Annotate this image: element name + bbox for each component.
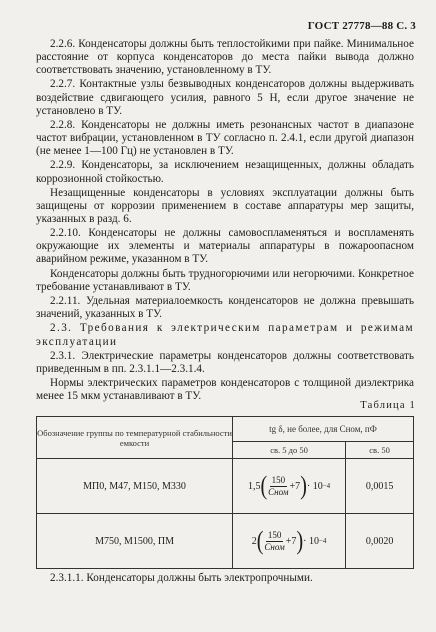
paragraph-2-2-10: 2.2.10. Конденсаторы не должны самовоспламеняться и воспламенять окружающие их элементы и материалы аппаратуры в пожароопасном аварийном режиме, указанном в ТУ. <box>36 227 414 266</box>
paragraph-2-2-9: 2.2.9. Конденсаторы, за исключением незащищенных, должны обладать коррозионной стойкостью. <box>36 159 414 185</box>
group-cell: М750, М1500, ПМ <box>37 514 233 569</box>
header-group-designation: Обозначение группы по температурной стабильности емкости <box>37 417 233 459</box>
paragraph-2-2-11: 2.2.11. Удельная материалоемкость конденсаторов не должна превышать значений, указанных в ТУ. <box>36 295 414 321</box>
formula-exponent: −4 <box>322 482 331 490</box>
page-header: ГОСТ 27778—88 С. 3 <box>307 20 416 32</box>
open-paren: ( <box>260 471 268 501</box>
formula-coef: 1,5 <box>248 480 261 492</box>
paragraph-2-3-1-1 <box>36 572 414 585</box>
table-label: Таблица 1 <box>360 400 416 411</box>
header-tg-delta-text: tg δ, не более, для Cном, пФ <box>269 424 377 434</box>
table-row <box>37 459 414 514</box>
paragraph-2-3-1-1-text: 2.3.1.1. Конденсаторы должны быть электропрочными. <box>50 572 313 584</box>
paragraph-unprotected: Незащищенные конденсаторы в условиях эксплуатации должны быть защищены от коррозии применением в составе аппаратуры мер защиты, указанных в разд. 6. <box>36 186 414 225</box>
table-row <box>37 514 414 569</box>
value-cell: 0,0015 <box>346 459 414 514</box>
value-cell: 0,0020 <box>346 514 414 569</box>
section-title-2-3: 2.3. Требования к электрическим параметрам и режимам эксплуатации <box>36 322 414 348</box>
formula <box>248 471 331 501</box>
fraction <box>268 475 288 498</box>
formula-mult: · 10 <box>306 480 323 492</box>
fraction <box>264 530 284 553</box>
close-paren: ) <box>296 526 304 556</box>
paragraph-2-3-1: 2.3.1. Электрические параметры конденсаторов должны соответствовать приведенным в пп. 2.3.1.1—2.3.1.4. <box>36 349 414 375</box>
paragraph-flammability: Конденсаторы должны быть трудногорючими или негорючими. Конкретное требование устанавливают в ТУ. <box>36 267 414 293</box>
parameters-table <box>36 416 414 569</box>
formula-add: +7 <box>285 535 297 547</box>
formula <box>251 526 327 556</box>
document-body <box>36 38 414 404</box>
fraction-numerator: 150 <box>267 529 282 540</box>
subheader-over-50: св. 50 <box>346 442 414 459</box>
open-paren: ( <box>256 526 264 556</box>
header-tg-delta <box>233 417 414 442</box>
paragraph-2-2-7: 2.2.7. Контактные узлы безвыводных конденсаторов должны выдерживать воздействие сдвигающего усилия, равного 5 Н, если другое значение не установлено в ТУ. <box>36 78 414 117</box>
close-paren: ) <box>300 471 307 501</box>
formula-cell <box>233 514 346 569</box>
subheader-5-to-50: св. 5 до 50 <box>233 442 346 459</box>
formula-cell <box>233 459 346 514</box>
paragraph-2-2-8: 2.2.8. Конденсаторы не должны иметь резонансных частот в диапазоне частот вибрации, установленном в ТУ согласно п. 2.4.1, если другой диапазон (не менее 1—100 Гц) не установлен в ТУ. <box>36 118 414 158</box>
formula-mult: · 10 <box>303 535 319 547</box>
formula-add: +7 <box>289 480 301 492</box>
fraction-numerator: 150 <box>271 474 286 485</box>
group-cell: МП0, М47, М150, М330 <box>37 459 233 514</box>
paragraph-thin-dielectric: Нормы электрических параметров конденсаторов с толщиной диэлектрика менее 15 мкм устанавливают в ТУ. <box>36 377 414 403</box>
formula-coef: 2 <box>251 535 257 547</box>
fraction-denominator: Cном <box>264 541 285 552</box>
fraction-denominator: Cном <box>268 486 289 497</box>
formula-exponent: −4 <box>318 537 327 545</box>
paragraph-2-2-6: 2.2.6. Конденсаторы должны быть теплостойкими при пайке. Минимальное расстояние от корпуса конденсаторов до места пайки вывода должно соответствовать значению, установленному в ТУ. <box>36 38 414 77</box>
